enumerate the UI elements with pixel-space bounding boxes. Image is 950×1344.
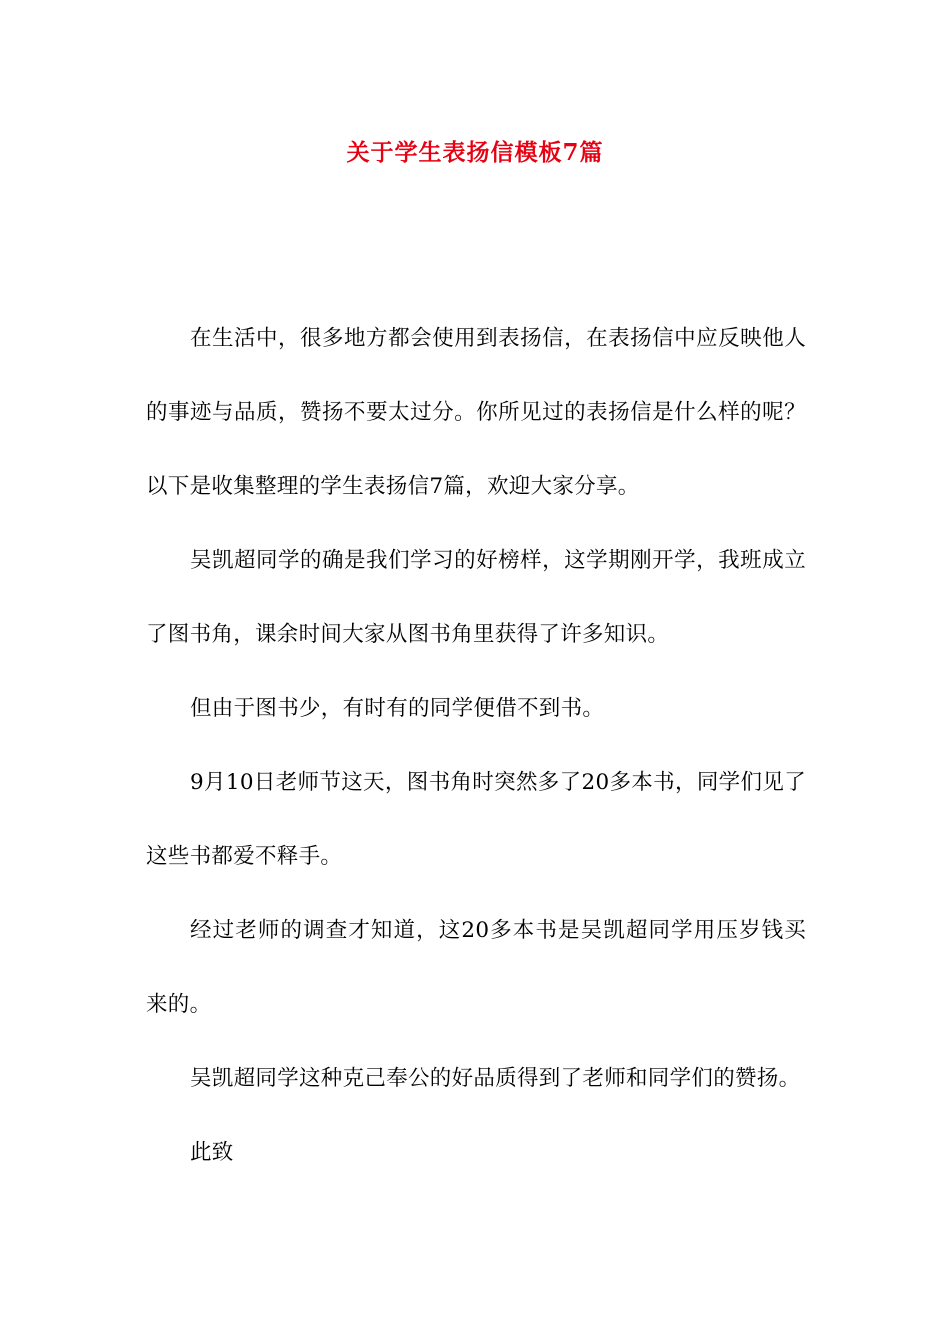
paragraph-few-books: 但由于图书少，有时有的同学便借不到书。 <box>190 696 605 721</box>
paragraph-intro: 在生活中，很多地方都会使用到表扬信，在表扬信中应反映他人的事迹与品质，赞扬不要太过分。你所见过的表扬信是什么样的呢？以下是收集整理的学生表扬信7篇，欢迎大家分享。 <box>146 326 806 499</box>
paragraph-role-model: 吴凯超同学的确是我们学习的好榜样，这学期刚开学，我班成立了图书角，课余时间大家从图书角里获得了许多知识。 <box>146 548 806 647</box>
paragraph-teachers-day: 9月10日老师节这天，图书角时突然多了20多本书，同学们见了这些书都爱不释手。 <box>146 770 806 869</box>
document-title: 关于学生表扬信模板7篇 <box>346 139 604 166</box>
document-body <box>146 302 806 1190</box>
paragraph-closing: 此致 <box>190 1140 234 1165</box>
paragraph-praise: 吴凯超同学这种克己奉公的好品质得到了老师和同学们的赞扬。 <box>190 1066 801 1091</box>
paragraph-investigation: 经过老师的调查才知道，这20多本书是吴凯超同学用压岁钱买来的。 <box>146 918 806 1017</box>
